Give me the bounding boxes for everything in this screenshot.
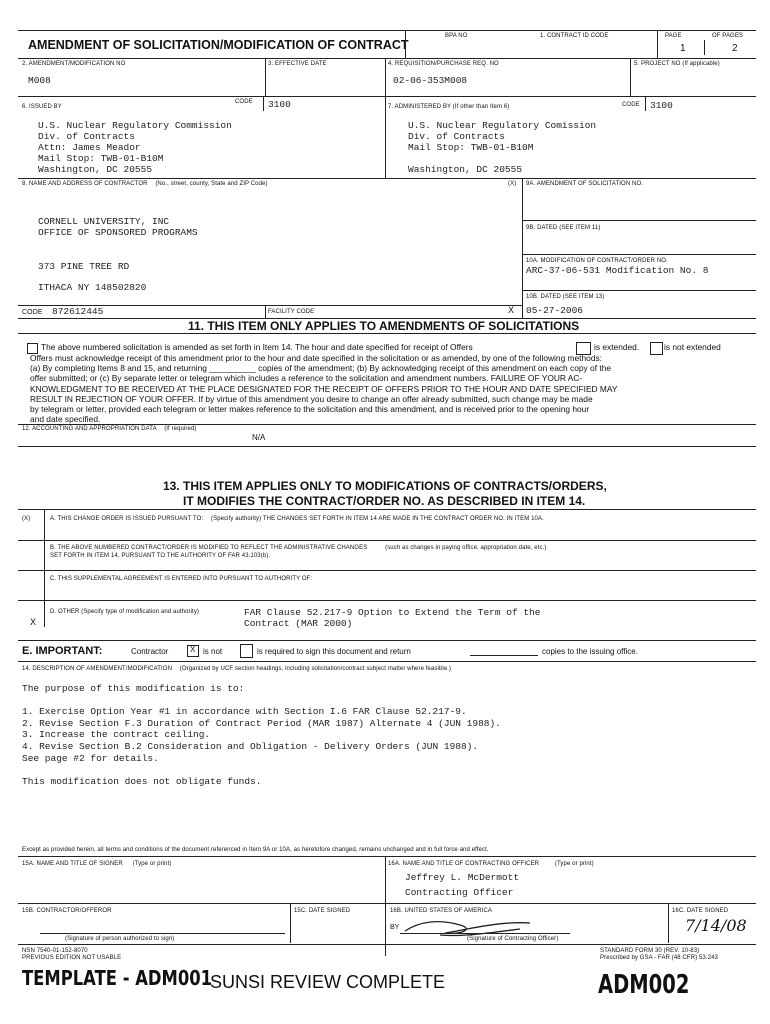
page-number: 1 bbox=[680, 43, 686, 54]
united-states-label: 16B. UNITED STATES OF AMERICA bbox=[390, 908, 493, 914]
issued-line-2: Div. of Contracts bbox=[38, 131, 135, 142]
item11-body-line: Offers must acknowledge receipt of this amendment prior to the hour and date specified in the solicitation or as amended, by one of the following methods: bbox=[30, 353, 602, 363]
item12-label bbox=[22, 426, 197, 432]
contractor-code-value: 872612445 bbox=[52, 306, 104, 317]
is-extended-label: is extended. bbox=[594, 342, 640, 352]
admin-line-4: Washington, DC 20555 bbox=[408, 164, 523, 175]
issued-line-5: Washington, DC 20555 bbox=[38, 164, 153, 175]
contractor-label-note: (No., street, county, State and ZIP Code) bbox=[155, 181, 268, 187]
adm002-stamp: ADM002 bbox=[598, 970, 690, 1000]
sunsi-review-stamp: SUNSI REVIEW COMPLETE bbox=[210, 972, 446, 992]
issued-line-3: Attn: James Meador bbox=[38, 142, 141, 153]
prescribed-by-label: Prescribed by GSA - FAR (48 CFR) 53.243 bbox=[600, 955, 718, 961]
important-label: E. IMPORTANT: bbox=[22, 645, 103, 657]
contractor-label-text: 8. NAME AND ADDRESS OF CONTRACTOR bbox=[22, 181, 148, 187]
item12-label-note: (If required) bbox=[164, 426, 197, 432]
item11-line1: The above numbered solicitation is amended as set forth in Item 14. The hour and date specified for receipt of Offers bbox=[41, 342, 473, 352]
item11-body-line: and date specified. bbox=[30, 414, 101, 425]
item14-line: 2. Revise Section F.3 Duration of Contract Period (MAR 1987) Alternate 4 (JUN 1988). bbox=[22, 717, 501, 729]
date-signed-16c-label: 16C. DATE SIGNED bbox=[672, 908, 729, 914]
administered-by-label: 7. ADMINISTERED BY (If other than Item 6) bbox=[388, 104, 510, 110]
person-signature-note: (Signature of person authorized to sign) bbox=[65, 936, 175, 942]
contracting-officer-label bbox=[388, 861, 594, 867]
facility-code-label: FACILITY CODE bbox=[268, 309, 315, 315]
contractor-line-4: ITHACA NY 148502820 bbox=[38, 282, 147, 293]
issued-line-1: U.S. Nuclear Regulatory Commission bbox=[38, 120, 232, 131]
contractor-label bbox=[22, 181, 268, 187]
important-required-text: is required to sign this document and return bbox=[257, 647, 411, 656]
item14-line: The purpose of this modification is to: bbox=[22, 683, 245, 694]
item14-line: 4. Revise Section B.2 Consideration and Obligation - Delivery Orders (JUN 1988). bbox=[22, 740, 479, 752]
admin-line-2: Div. of Contracts bbox=[408, 131, 505, 142]
project-no-label: 5. PROJECT NO (If applicable) bbox=[634, 61, 720, 67]
signer-label-note: (Type or print) bbox=[132, 861, 172, 867]
item14-line: 3. Increase the contract ceiling. bbox=[22, 729, 211, 741]
important-checkbox-required[interactable] bbox=[240, 644, 253, 658]
amendment-solicitation-label: 9A. AMENDMENT OF SOLICITATION NO. bbox=[526, 181, 643, 187]
modification-contract-label: 10A. MODIFICATION OF CONTRACT/ORDER NO. bbox=[526, 258, 668, 264]
admin-code-label: CODE bbox=[622, 102, 640, 108]
item11-body-line: RESULT IN REJECTION OF YOUR OFFER. If by virtue of this amendment you desire to change an offer already submitted, such change may be made bbox=[30, 393, 593, 404]
signer-label bbox=[22, 861, 171, 867]
item13-c-label: C. THIS SUPPLEMENTAL AGREEMENT IS ENTERED INTO PURSUANT TO AUTHORITY OF: bbox=[50, 576, 313, 582]
dated-9b-label: 9B. DATED (SEE ITEM 11) bbox=[526, 225, 601, 231]
signer-label-text: 15A. NAME AND TITLE OF SIGNER bbox=[22, 861, 123, 867]
item13-b-note: (such as changes in paying office, appropriation date, etc.) bbox=[385, 545, 547, 551]
of-pages-label: OF PAGES bbox=[712, 33, 744, 39]
item14-line: 1. Exercise Option Year #1 in accordance with Section I.6 FAR Clause 52.217-9. bbox=[22, 706, 467, 718]
requisition-value: 02-06-353M008 bbox=[393, 75, 468, 86]
item13-d-value-1: FAR Clause 52.217-9 Option to Extend the Term of the bbox=[244, 607, 541, 618]
amendment-no-value: M008 bbox=[28, 75, 51, 86]
item14-line bbox=[22, 695, 501, 707]
item14-label-note: (Organized by UCF section headings, including solicitation/contract subject matter where feasible.) bbox=[179, 666, 452, 672]
item12-value: N/A bbox=[252, 433, 266, 442]
issued-code-label: CODE bbox=[235, 99, 253, 105]
item11-title: 11. THIS ITEM ONLY APPLIES TO AMENDMENTS OF SOLICITATIONS bbox=[188, 319, 580, 333]
contractor-code-label: CODE bbox=[22, 309, 43, 316]
contractor-line-1: CORNELL UNIVERSITY, INC bbox=[38, 216, 170, 227]
form-title: AMENDMENT OF SOLICITATION/MODIFICATION OF CONTRACT bbox=[28, 38, 409, 52]
item13-d-x-mark: X bbox=[30, 617, 37, 627]
dated-10b-value: 05-27-2006 bbox=[526, 305, 584, 316]
item13-b-label-2: SET FORTH IN ITEM 14, PURSUANT TO THE AUTHORITY OF FAR 43.103(b). bbox=[50, 553, 271, 559]
item11-body-line: by telegram or letter, provided each telegram or letter makes reference to the solicitation and this amendment, and is received prior to the opening hour bbox=[30, 404, 590, 415]
item11-body bbox=[30, 353, 756, 424]
dated-10b-label: 10B. DATED (SEE ITEM 13) bbox=[526, 294, 605, 300]
contracting-officer-label-text: 16A. NAME AND TITLE OF CONTRACTING OFFICER bbox=[388, 861, 540, 867]
modification-x-mark: X bbox=[508, 305, 515, 315]
item13-title-2: IT MODIFIES THE CONTRACT/ORDER NO. AS DESCRIBED IN ITEM 14. bbox=[183, 494, 586, 508]
contracting-officer-title: Contracting Officer bbox=[405, 887, 514, 898]
important-copies-text: copies to the issuing office. bbox=[542, 647, 638, 656]
important-is-not: is not bbox=[203, 647, 223, 656]
issued-line-4: Mail Stop: TWB-01-B10M bbox=[38, 153, 164, 164]
date-signed-16c-value: 7/14/08 bbox=[685, 916, 747, 935]
previous-edition-label: PREVIOUS EDITION NOT USABLE bbox=[22, 955, 122, 961]
item11-body-line: offer submitted; or (c) By separate letter or telegram which includes a reference to the solicitation and amendment numbers. FAILURE OF YOUR AC- bbox=[30, 373, 583, 384]
contracting-officer-label-note: (Type or print) bbox=[554, 861, 594, 867]
amendment-no-label: 2. AMENDMENT/MODIFICATION NO bbox=[22, 61, 126, 67]
important-x-mark: X bbox=[190, 645, 196, 654]
contract-id-code-label: 1. CONTRACT ID CODE bbox=[540, 33, 609, 39]
by-label: BY bbox=[390, 924, 400, 931]
contractor-line-3: 373 PINE TREE RD bbox=[38, 261, 130, 272]
item14-label bbox=[22, 666, 451, 672]
effective-date-label: 3. EFFECTIVE DATE bbox=[268, 61, 327, 67]
item14-label-text: 14. DESCRIPTION OF AMENDMENT/MODIFICATION bbox=[22, 666, 172, 672]
item13-x-label: (X) bbox=[22, 516, 31, 522]
item13-a-note: (Specify authority) THE CHANGES SET FORTH IN ITEM 14 ARE MADE IN THE CONTRACT ORDER NO. IN ITEM 10A. bbox=[211, 516, 544, 522]
item14-line: This modification does not obligate funds. bbox=[22, 775, 262, 787]
admin-code-value: 3100 bbox=[650, 100, 673, 111]
contracting-officer-name: Jeffrey L. McDermott bbox=[405, 872, 520, 883]
admin-line-3: Mail Stop: TWB-01-B10M bbox=[408, 142, 534, 153]
item14-line bbox=[22, 764, 501, 776]
issued-code-value: 3100 bbox=[268, 99, 291, 110]
item13-b-text: B. THE ABOVE NUMBERED CONTRACT/ORDER IS MODIFIED TO REFLECT THE ADMINISTRATIVE CHANGES bbox=[50, 545, 368, 551]
bpa-label: BPA NO bbox=[445, 33, 468, 39]
item13-title-1: 13. THIS ITEM APPLIES ONLY TO MODIFICATIONS OF CONTRACTS/ORDERS, bbox=[163, 479, 607, 493]
item13-b-label bbox=[50, 545, 546, 551]
standard-form-label: STANDARD FORM 30 (REV. 10-83) bbox=[600, 948, 700, 954]
x-column-label: (X) bbox=[508, 181, 517, 187]
date-signed-15c-label: 15C. DATE SIGNED bbox=[294, 908, 351, 914]
item13-d-label: D. OTHER (Specify type of modification and authority) bbox=[50, 609, 200, 615]
officer-signature-note: (Signature of Contracting Officer) bbox=[467, 936, 559, 942]
item11-body-line: KNOWLEDGMENT TO BE RECEIVED AT THE PLACE DESIGNATED FOR THE RECEIPT OF OFFERS PRIOR TO THE HOUR AND DATE SPECIFIED MAY bbox=[30, 383, 618, 394]
template-stamp: TEMPLATE - ADM001 bbox=[22, 966, 213, 990]
except-note: Except as provided herein, all terms and conditions of the document referenced in Item 9A or 10A, as heretofore changed, remains unchanged and in full force and effect. bbox=[22, 847, 489, 853]
contractor-offeror-label: 15B. CONTRACTOR/OFFEROR bbox=[22, 908, 112, 914]
page-count: 2 bbox=[732, 43, 738, 54]
important-contractor: Contractor bbox=[131, 647, 169, 656]
admin-line-1: U.S. Nuclear Regulatory Comission bbox=[408, 120, 597, 131]
page-label: PAGE bbox=[665, 33, 682, 39]
item13-a-text: A. THIS CHANGE ORDER IS ISSUED PURSUANT TO: bbox=[50, 516, 204, 522]
contractor-line-2: OFFICE OF SPONSORED PROGRAMS bbox=[38, 227, 198, 238]
modification-contract-value: ARC-37-06-531 Modification No. 8 bbox=[526, 265, 709, 276]
is-not-extended-label: is not extended bbox=[664, 342, 721, 352]
item11-body-line: (a) By completing Items 8 and 15, and returning __________ copies of the amendment; (b) By acknowledging receipt of this amendment on each copy of the bbox=[30, 363, 612, 374]
requisition-label: 4. REQUISITION/PURCHASE REQ. NO bbox=[388, 61, 499, 67]
item14-line: See page #2 for details. bbox=[22, 752, 159, 764]
item14-body bbox=[22, 683, 501, 787]
item12-label-text: 12. ACCOUNTING AND APPROPRIATION DATA bbox=[22, 426, 157, 432]
issued-by-label: 6. ISSUED BY bbox=[22, 104, 62, 110]
item13-a-label bbox=[50, 516, 544, 522]
nsn-label: NSN 7540-01-152-8070 bbox=[22, 948, 88, 954]
item13-d-value-2: Contract (MAR 2000) bbox=[244, 618, 353, 629]
